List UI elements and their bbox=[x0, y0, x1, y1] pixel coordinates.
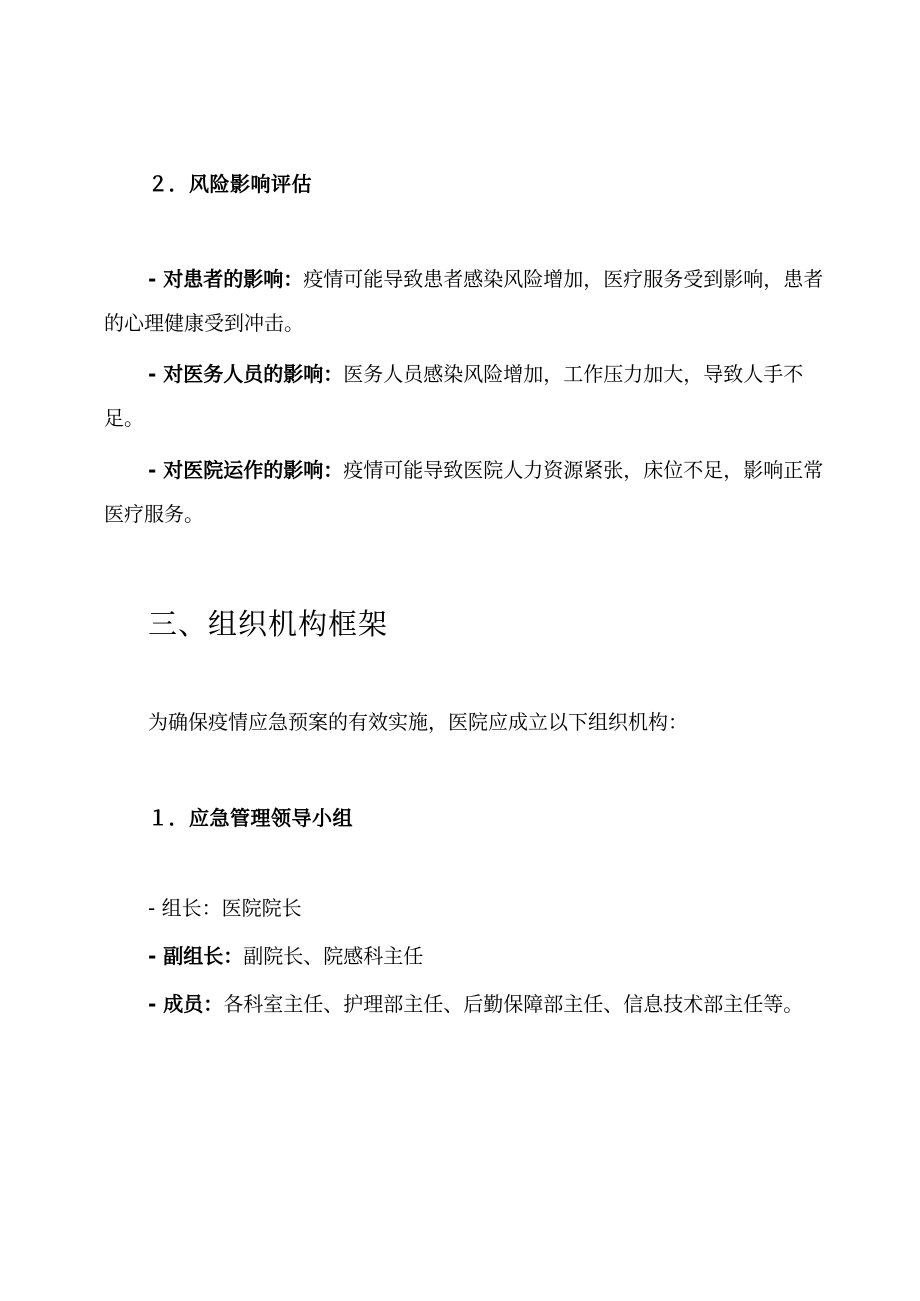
organization-intro: 为确保疫情应急预案的有效实施，医院应成立以下组织机构： bbox=[148, 710, 688, 734]
member-leader-text: - 组长：医院院长 bbox=[148, 896, 302, 920]
member-members bbox=[104, 982, 828, 1026]
member-deputy-text: 副院长、院感科主任 bbox=[243, 944, 424, 968]
member-members-lead: - 成员： bbox=[148, 992, 224, 1016]
impact-paragraph-hospital bbox=[104, 448, 828, 536]
impact-paragraph-staff bbox=[104, 352, 828, 440]
section-title-organization: 三、组织机构框架 bbox=[148, 607, 389, 641]
impact-text-hospital: 疫情可能导致医院人力资源紧张，床位不足，影响正常医疗服务。 bbox=[104, 458, 824, 526]
member-members-text: 各科室主任、护理部主任、后勤保障部主任、信息技术部主任等。 bbox=[223, 992, 804, 1016]
member-leader bbox=[104, 886, 828, 930]
member-deputy-lead: - 副组长： bbox=[148, 944, 244, 968]
member-deputy bbox=[104, 934, 828, 978]
impact-text-patients: 疫情可能导致患者感染风险增加，医疗服务受到影响，患者的心理健康受到冲击。 bbox=[104, 267, 824, 335]
impact-paragraph-patients bbox=[104, 257, 828, 345]
subsection-heading-risk-impact: ２．风险影响评估 bbox=[148, 172, 312, 196]
impact-text-staff: 医务人员感染风险增加，工作压力加大，导致人手不足。 bbox=[104, 362, 804, 430]
impact-lead-staff: - 对医务人员的影响： bbox=[148, 362, 344, 386]
impact-lead-hospital: - 对医院运作的影响： bbox=[148, 458, 344, 482]
impact-lead-patients: - 对患者的影响： bbox=[148, 267, 304, 291]
subsection-heading-leadership-group: １．应急管理领导小组 bbox=[148, 806, 353, 830]
